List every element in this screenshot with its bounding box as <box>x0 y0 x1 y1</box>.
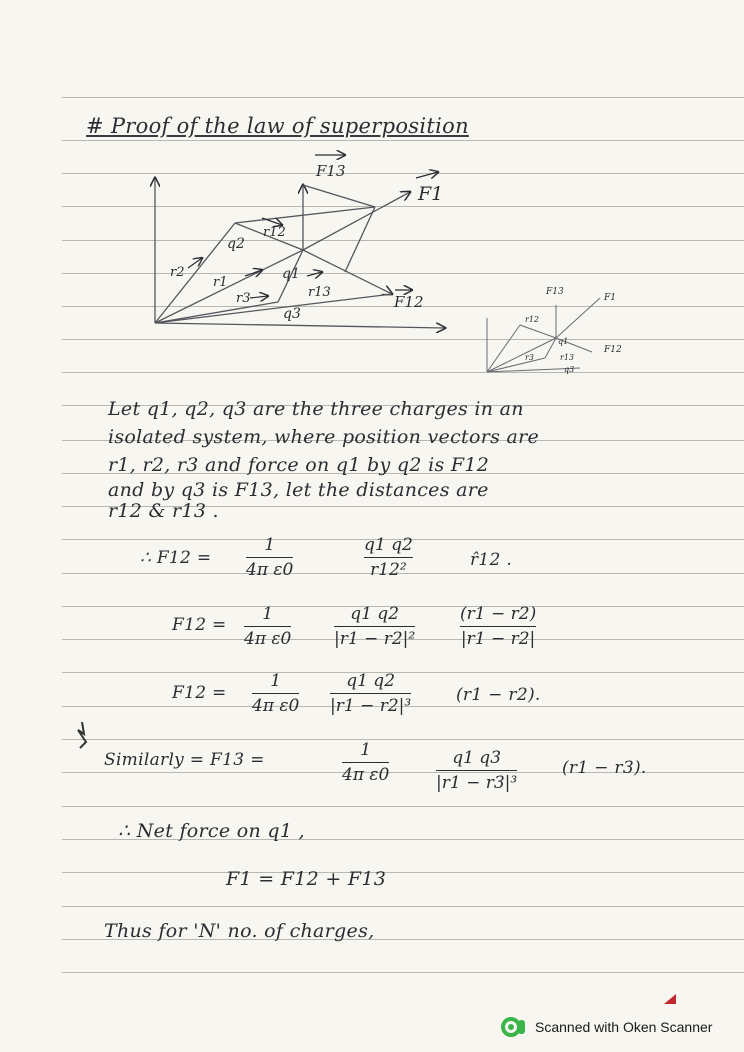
eq3-num: 1 <box>270 671 282 691</box>
inset-label-q1: q1 <box>558 337 569 346</box>
ray-to-q2 <box>235 207 375 223</box>
eq4-lhs: Similarly = F13 = <box>104 750 265 770</box>
eq3-den2: |r1 − r2|³ <box>330 696 412 716</box>
arrow-f1-mark <box>416 172 438 178</box>
arrow-r13-mark <box>307 272 322 276</box>
vector-r2 <box>155 223 235 323</box>
inset-label-f1: F1 <box>604 293 616 303</box>
eq3-num2: q1 q2 <box>346 671 396 691</box>
net-force-heading: ∴ Net force on q1 , <box>118 820 305 842</box>
oken-scanner-logo-icon <box>501 1017 527 1037</box>
ray-to-f12 <box>155 294 392 323</box>
paragraph-line-3: r1, r2, r3 and force on q1 by q2 is F12 <box>108 454 490 476</box>
eq4-fraction-1 <box>342 740 389 785</box>
label-f1: F1 <box>418 183 444 205</box>
eq4-fraction-2 <box>436 748 517 793</box>
inset-label-r12: r12 <box>525 315 540 324</box>
eq2-fraction-2 <box>334 604 415 649</box>
closing-line: Thus for 'N' no. of charges, <box>104 920 375 942</box>
label-r2: r2 <box>170 265 185 280</box>
ruled-line <box>62 872 744 873</box>
label-q2: q2 <box>227 236 245 252</box>
paragraph-line-4: and by q3 is F13, let the distances are <box>108 479 489 501</box>
parallelogram-side <box>345 207 375 272</box>
inset-label-f13: F13 <box>546 287 564 297</box>
eq1-den2: r12² <box>370 560 407 580</box>
eq2-den2: |r1 − r2|² <box>334 629 416 649</box>
label-r12: r12 <box>263 225 286 240</box>
eq4-num: 1 <box>360 740 372 760</box>
arrow-r3-mark <box>250 296 268 298</box>
parallelogram-top <box>303 185 375 207</box>
vector-diagram <box>0 0 744 400</box>
eq4-den2: |r1 − r3|³ <box>436 773 518 793</box>
eq3-fraction-2 <box>330 671 411 716</box>
eq2-den: 4π ε0 <box>244 629 292 649</box>
inset-diagram <box>487 298 600 372</box>
eq3-den: 4π ε0 <box>252 696 300 716</box>
label-q3: q3 <box>283 306 301 322</box>
eq1-den: 4π ε0 <box>246 560 294 580</box>
watermark-text: Scanned with Oken Scanner <box>535 1019 713 1035</box>
ruled-line <box>62 906 744 907</box>
inset-label-q3: q3 <box>564 365 575 374</box>
eq2-fraction-1 <box>244 604 291 649</box>
vector-r1 <box>155 250 303 323</box>
eq2-den3: |r1 − r2| <box>460 629 536 649</box>
page-title: # Proof of the law of superposition <box>86 114 469 138</box>
label-q1: q1 <box>282 266 300 282</box>
corner-mark <box>664 994 676 1004</box>
x-axis <box>155 323 445 328</box>
paragraph-line-2: isolated system, where position vectors are <box>108 426 540 448</box>
eq3-fraction-1 <box>252 671 299 716</box>
eq2-num: 1 <box>262 604 274 624</box>
eq1-num: 1 <box>264 535 276 555</box>
inset-label-r13: r13 <box>560 353 575 362</box>
inset-label-f12: F12 <box>604 345 622 355</box>
label-r13: r13 <box>308 285 331 300</box>
label-r1: r1 <box>213 275 228 290</box>
eq1-fraction-2 <box>364 535 413 580</box>
label-f12: F12 <box>394 293 424 311</box>
vector-r3 <box>155 302 278 323</box>
eq2-num2: q1 q2 <box>350 604 400 624</box>
eq3-tail: (r1 − r2). <box>456 685 541 705</box>
ruled-line <box>62 972 744 973</box>
eq2-fraction-3 <box>460 604 536 649</box>
ruled-line <box>62 806 744 807</box>
label-r3: r3 <box>236 291 251 306</box>
scanner-watermark <box>501 1017 712 1037</box>
eq1-unit-vector: r̂12 . <box>470 550 513 570</box>
margin-mark <box>72 722 92 752</box>
eq4-tail: (r1 − r3). <box>562 758 647 778</box>
paragraph-line-1: Let q1, q2, q3 are the three charges in an <box>108 398 524 420</box>
eq4-den: 4π ε0 <box>342 765 390 785</box>
ruled-line <box>62 739 744 740</box>
eq3-lhs: F12 = <box>172 683 227 703</box>
inset-label-r3: r3 <box>525 353 534 362</box>
eq2-num3: (r1 − r2) <box>460 604 537 624</box>
eq1-fraction-1 <box>246 535 293 580</box>
eq4-num2: q1 q3 <box>452 748 502 768</box>
net-force-equation: F1 = F12 + F13 <box>226 868 387 890</box>
eq2-lhs: F12 = <box>172 615 227 635</box>
paragraph-line-5: r12 & r13 . <box>108 500 219 522</box>
eq1-lhs: ∴ F12 = <box>140 548 212 568</box>
eq1-num2: q1 q2 <box>364 535 413 555</box>
label-f13: F13 <box>316 162 346 180</box>
